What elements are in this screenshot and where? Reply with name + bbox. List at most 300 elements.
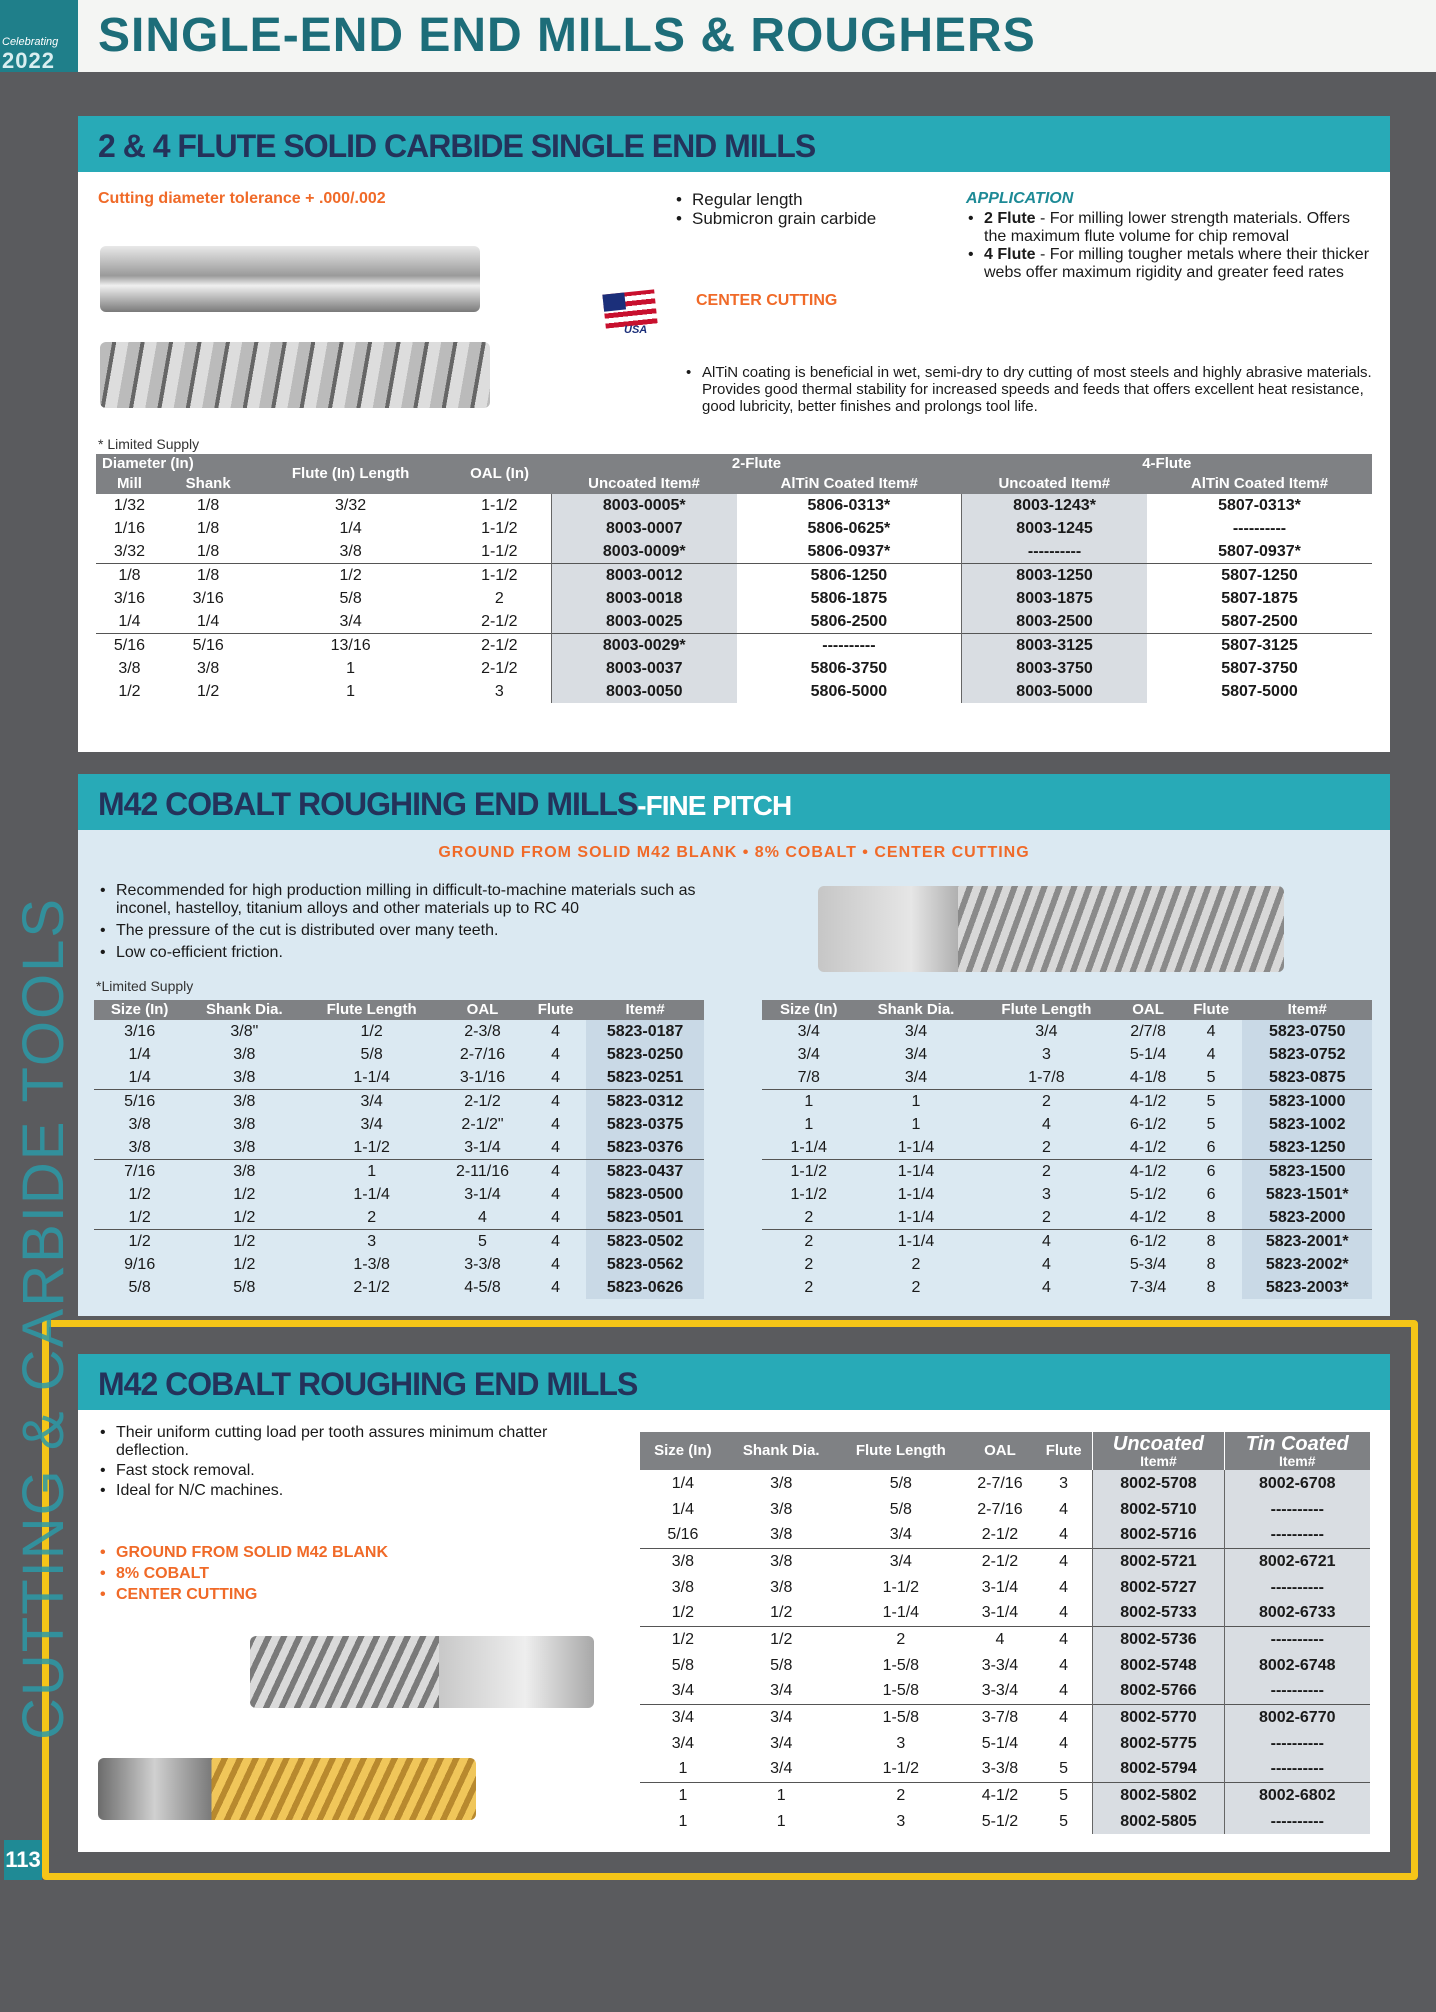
table-cell: 3 — [1041, 1046, 1051, 1063]
column-header: Shank Dia. — [726, 1432, 837, 1470]
table-cell: 5 — [440, 1230, 525, 1254]
table-cell: 4-1/2 — [1129, 1139, 1167, 1156]
column-header: Flute — [525, 1000, 586, 1020]
table-cell: 1-1/4 — [882, 1604, 920, 1622]
table-row — [94, 1206, 704, 1230]
table-cell: 6 — [1180, 1160, 1243, 1184]
altin-note — [684, 364, 1374, 415]
table-cell: 3/8 — [671, 1578, 695, 1596]
table-cell: 4 — [1041, 1116, 1051, 1133]
table-cell: 1-1/2 — [353, 1139, 390, 1156]
item-number-cell: 5823-2001* — [1242, 1230, 1372, 1254]
table-cell: 2-1/2 — [481, 660, 518, 677]
item-number-cell: 5823-2000 — [1242, 1206, 1372, 1230]
table-cell: 3/4 — [671, 1734, 695, 1752]
four-flute-end-mill-image — [100, 342, 490, 408]
column-header: Flute Length — [976, 1000, 1116, 1020]
table-cell: 3/8 — [726, 1548, 837, 1574]
table-cell: 3/8 — [233, 1046, 256, 1063]
item-number-cell: 8003-3750 — [962, 657, 1147, 680]
table-cell: 4 — [1059, 1682, 1069, 1700]
table-cell: 1-5/8 — [837, 1704, 965, 1730]
item-number-cell: 8002-6708 — [1224, 1470, 1370, 1496]
item-number-cell: 8003-0050 — [551, 680, 736, 703]
application-item: • 2 Flute - For milling lower strength materials. Offers the maximum flute volume for chip removal — [966, 210, 1376, 246]
table-cell: 1 — [346, 660, 356, 677]
item-number-cell: 8002-6748 — [1224, 1652, 1370, 1678]
item-number-cell: 5823-0187 — [586, 1020, 704, 1043]
table-cell: 8 — [1206, 1256, 1216, 1273]
orange-feature-item: • CENTER CUTTING — [98, 1584, 498, 1605]
item-number-cell: 5807-3750 — [1221, 660, 1298, 677]
item-number-cell: 8002-5805 — [1093, 1808, 1224, 1834]
table-cell: 5/16 — [163, 634, 254, 658]
table-cell: 1/2 — [233, 1186, 256, 1203]
item-number-cell: 8002-6733 — [1224, 1600, 1370, 1626]
table-cell: 3/16 — [113, 590, 145, 607]
flute-length-header: Flute (In) Length — [253, 454, 447, 494]
table-cell: 3-1/4 — [464, 1139, 501, 1156]
feature-list — [674, 190, 934, 228]
table-cell: 1/4 — [671, 1474, 695, 1492]
table-cell: 6-1/2 — [1116, 1230, 1179, 1254]
item-number-cell: 8002-5766 — [1093, 1678, 1224, 1704]
table-cell: 5 — [1059, 1760, 1069, 1778]
limited-supply-note: *Limited Supply — [96, 978, 194, 994]
table-cell: 4-1/2 — [965, 1782, 1035, 1808]
table-cell: 7/8 — [797, 1069, 820, 1086]
center-cutting-label: CENTER CUTTING — [696, 292, 838, 309]
uncoated-4f-header: Uncoated Item# — [962, 474, 1147, 494]
logo-line2: 2022 — [2, 48, 55, 73]
table-cell: 4 — [551, 1023, 561, 1040]
table-cell: 1-1/2 — [762, 1160, 856, 1184]
table-row — [762, 1066, 1372, 1090]
table-cell: 4 — [1059, 1500, 1069, 1518]
table-cell: 5/8 — [128, 1279, 151, 1296]
limited-supply-note: * Limited Supply — [98, 436, 200, 452]
table-cell: 5/8 — [889, 1474, 912, 1492]
table-row — [94, 1136, 704, 1160]
table-cell: 2/7/8 — [1130, 1023, 1166, 1040]
table-cell: 3/8 — [770, 1578, 793, 1596]
feature-item: • Recommended for high production milling in difficult-to-machine materials such as inconel, hastelloy, titanium alloys and other materials up to RC 40 — [98, 882, 718, 918]
column-header: Item# — [586, 1000, 704, 1020]
table-cell: 4 — [1059, 1656, 1069, 1674]
table-cell: 6-1/2 — [1129, 1116, 1167, 1133]
table-cell: 1-1/4 — [856, 1230, 977, 1254]
item-number-cell: 5823-0376 — [586, 1136, 704, 1160]
table-cell: 2 — [976, 1090, 1116, 1114]
table-cell: 1 — [678, 1760, 688, 1778]
item-number-cell: 5807-1875 — [1221, 590, 1298, 607]
table-cell: 3-1/4 — [981, 1578, 1019, 1596]
item-number-cell: 8003-0012 — [551, 564, 736, 588]
item-number-cell: ---------- — [1224, 1522, 1370, 1548]
table-cell: 3/8 — [118, 660, 141, 677]
table-cell: 5 — [1206, 1116, 1216, 1133]
table-cell: 1 — [303, 1160, 440, 1184]
table-cell: 5/8 — [360, 1046, 383, 1063]
table-cell: 3/16 — [124, 1023, 156, 1040]
item-number-cell: 8002-5716 — [1093, 1522, 1224, 1548]
table-cell: 1-5/8 — [882, 1656, 920, 1674]
item-number-cell: 8002-5775 — [1093, 1730, 1224, 1756]
table-cell: 3/32 — [113, 543, 145, 560]
table-cell: 1 — [776, 1812, 786, 1830]
feature-item: • Fast stock removal. — [98, 1462, 568, 1480]
table-row — [96, 610, 1372, 634]
table-cell: 1/8 — [163, 564, 254, 588]
page-number: 113 — [4, 1840, 42, 1880]
item-number-cell: 5823-0500 — [586, 1183, 704, 1206]
item-number-cell: 5806-3750 — [810, 660, 888, 677]
table-cell: 1/2 — [118, 683, 141, 700]
table-cell: 1-1/4 — [897, 1186, 935, 1203]
table-cell: 3/8 — [197, 660, 220, 677]
item-number-cell: 8002-6802 — [1224, 1782, 1370, 1808]
item-number-cell: 5807-0937* — [1218, 543, 1301, 560]
item-number-cell: 5823-0626 — [586, 1276, 704, 1299]
table-cell: 3-7/8 — [965, 1704, 1035, 1730]
table-cell: 1/2 — [233, 1209, 256, 1226]
table-row — [96, 540, 1372, 564]
item-number-cell: 8003-2500 — [962, 610, 1147, 634]
table-cell: 3 — [896, 1812, 906, 1830]
section-title-bar — [78, 774, 1390, 830]
tagline: GROUND FROM SOLID M42 BLANK • 8% COBALT • CENTER CUTTING — [438, 844, 1030, 861]
table-cell: 2 — [804, 1256, 814, 1273]
item-number-cell: ---------- — [1224, 1730, 1370, 1756]
usa-label: USA — [624, 324, 648, 336]
four-flute-group-header: 4-Flute — [962, 454, 1372, 474]
item-number-cell: ---------- — [1232, 520, 1287, 537]
table-cell: 5/8 — [770, 1656, 793, 1674]
item-number-cell: 5807-1250 — [1147, 564, 1372, 588]
table-row — [94, 1183, 704, 1206]
table-cell: 1/2 — [671, 1604, 695, 1622]
table-row — [762, 1206, 1372, 1230]
table-cell: 5/8 — [671, 1656, 695, 1674]
table-row — [762, 1160, 1372, 1184]
table-cell: 1/4 — [197, 613, 220, 630]
table-cell: 5-1/4 — [981, 1734, 1019, 1752]
item-number-cell: 8002-5736 — [1093, 1626, 1224, 1652]
item-number-cell: 8002-5802 — [1093, 1782, 1224, 1808]
item-number-cell: ---------- — [962, 540, 1147, 564]
table-cell: 3/4 — [726, 1704, 837, 1730]
table-cell: 1-1/4 — [790, 1139, 827, 1156]
section-title: M42 COBALT ROUGHING END MILLS-FINE PITCH — [98, 786, 792, 822]
table-cell: 6 — [1206, 1139, 1216, 1156]
table-row — [94, 1043, 704, 1066]
table-cell: 3/8 — [185, 1160, 303, 1184]
feature-item: • Low co-efficient friction. — [98, 944, 718, 962]
table-cell: 3-3/8 — [464, 1256, 501, 1273]
table-cell: 2 — [1041, 1139, 1051, 1156]
table-row — [762, 1043, 1372, 1066]
item-number-cell: 8003-3125 — [962, 634, 1147, 658]
table-cell: 8 — [1206, 1209, 1216, 1226]
table-cell: 1/8 — [197, 520, 220, 537]
table-row — [96, 564, 1372, 588]
section-fine-pitch — [78, 774, 1390, 1316]
table-cell: 1-1/2 — [481, 543, 518, 560]
table-cell: 4 — [478, 1209, 487, 1226]
altin-note-text: • AlTiN coating is beneficial in wet, semi-dry to dry cutting of most steels and highly abrasive materials. Provides good thermal stability for increased speeds and feeds that offers excellent heat resistance, good lubricity, better finishes and prolongs tool life. — [684, 364, 1374, 415]
table-cell: 4 — [1041, 1256, 1051, 1273]
item-number-cell: 5806-0937* — [807, 543, 891, 560]
table-cell: 8 — [1206, 1279, 1216, 1296]
table-cell: 5-1/2 — [1129, 1186, 1167, 1203]
table-cell: 2-1/2 — [353, 1279, 390, 1296]
table-cell: 6 — [1206, 1186, 1216, 1203]
table-cell: 1 — [856, 1090, 977, 1114]
table-cell: 3/4 — [640, 1704, 726, 1730]
table-cell: 1/2 — [253, 564, 447, 588]
table-cell: 3/8 — [233, 1069, 256, 1086]
column-header: Size (In) — [94, 1000, 185, 1020]
item-number-cell: 8003-1243* — [962, 494, 1147, 517]
table-cell: 4 — [965, 1626, 1035, 1652]
table-cell: 5/16 — [96, 634, 163, 658]
table-cell: 4-5/8 — [464, 1279, 501, 1296]
table-cell: 1/2 — [726, 1626, 837, 1652]
table-cell: 4 — [551, 1069, 561, 1086]
item-number-cell: ---------- — [737, 634, 962, 658]
table-cell: 3-1/4 — [464, 1186, 501, 1203]
company-logo — [0, 0, 78, 72]
item-number-cell: 5823-0437 — [586, 1160, 704, 1184]
table-cell: 1/2 — [185, 1230, 303, 1254]
table-cell: 1/8 — [197, 497, 220, 514]
application-item: • 4 Flute - For milling tougher metals where their thicker webs offer maximum rigidity and greater feed rates — [966, 246, 1376, 282]
table-cell: 3-3/4 — [981, 1656, 1019, 1674]
table-cell: 4 — [525, 1160, 586, 1184]
table-cell: 3/4 — [671, 1682, 695, 1700]
table-row — [94, 1090, 704, 1114]
two-flute-end-mill-image — [100, 246, 480, 312]
orange-feature-item: • 8% COBALT — [98, 1563, 498, 1584]
feature-item: • Regular length — [674, 190, 934, 209]
table-cell: 4-1/2 — [1129, 1209, 1167, 1226]
item-number-cell: 8002-5708 — [1093, 1470, 1224, 1496]
item-number-cell: 5823-1000 — [1242, 1090, 1372, 1114]
item-number-cell: 8003-0005* — [551, 494, 736, 517]
table-row — [762, 1253, 1372, 1276]
item-number-cell: ---------- — [1224, 1678, 1370, 1704]
table-cell: 7/16 — [94, 1160, 185, 1184]
item-number-cell: ---------- — [1224, 1626, 1370, 1652]
item-number-cell: 5823-0501 — [586, 1206, 704, 1230]
roughing-end-mill-image — [818, 886, 1284, 972]
table-cell: 2-7/16 — [459, 1046, 506, 1063]
table-cell: 4 — [1041, 1279, 1051, 1296]
table-row — [94, 1160, 704, 1184]
item-number-cell: 5807-3125 — [1147, 634, 1372, 658]
table-cell: 4 — [1206, 1023, 1216, 1040]
fine-pitch-left-table — [94, 1000, 704, 1299]
table-cell: 2 — [837, 1782, 965, 1808]
table-row — [762, 1230, 1372, 1254]
table-cell: 4 — [1035, 1704, 1093, 1730]
table-cell: 3/8 — [770, 1474, 793, 1492]
side-category-text: CUTTING & CARBIDE TOOLS — [11, 896, 76, 1740]
table-cell: 3/4 — [770, 1760, 793, 1778]
table-cell: 4 — [1059, 1604, 1069, 1622]
item-number-cell: 5806-0313* — [807, 497, 891, 514]
table-cell: 1-1/2 — [790, 1186, 827, 1203]
table-row — [94, 1230, 704, 1254]
item-number-cell: 8003-1875 — [962, 587, 1147, 610]
feature-item: • Their uniform cutting load per tooth assures minimum chatter deflection. — [98, 1424, 568, 1460]
table-cell: 1/2 — [128, 1209, 151, 1226]
table-cell: 1/4 — [671, 1500, 695, 1518]
item-number-cell: ---------- — [1224, 1808, 1370, 1834]
highlight-box — [42, 1320, 1418, 1880]
table-cell: 5-1/4 — [1129, 1046, 1167, 1063]
table-cell: 3-3/8 — [981, 1760, 1019, 1778]
column-header: Shank Dia. — [185, 1000, 303, 1020]
item-number-cell: 5806-0625* — [807, 520, 891, 537]
feature-item: • The pressure of the cut is distributed over many teeth. — [98, 922, 718, 940]
item-number-cell: 8003-0029* — [551, 634, 736, 658]
section-title: M42 COBALT ROUGHING END MILLS — [98, 1366, 638, 1402]
item-number-cell: 8002-5727 — [1093, 1574, 1224, 1600]
table-cell: 4 — [976, 1230, 1116, 1254]
table-cell: 5/8 — [339, 590, 362, 607]
table-cell: 4 — [525, 1230, 586, 1254]
table-cell: 5 — [1180, 1090, 1243, 1114]
table-cell: 1/2 — [197, 683, 220, 700]
table-cell: 3/4 — [303, 1090, 440, 1114]
section-title: 2 & 4 FLUTE SOLID CARBIDE SINGLE END MILLS — [98, 128, 816, 164]
altin-4f-header: AlTiN Coated Item# — [1147, 474, 1372, 494]
table-cell: 4 — [1035, 1626, 1093, 1652]
table-row — [96, 587, 1372, 610]
item-number-cell: 5807-0313* — [1218, 497, 1301, 514]
table-cell: 3/8 — [770, 1526, 793, 1544]
table-cell: 1-1/2 — [448, 564, 552, 588]
table-cell: 3/4 — [904, 1069, 928, 1086]
column-header: Size (In) — [762, 1000, 856, 1020]
item-number-cell: 5823-1500 — [1242, 1160, 1372, 1184]
oal-header: OAL (In) — [448, 454, 552, 494]
table-cell: 1/4 — [339, 520, 362, 537]
application-list — [966, 210, 1376, 282]
table-cell: 1 — [762, 1090, 856, 1114]
table-cell: 1-1/2 — [882, 1578, 920, 1596]
table-row — [94, 1066, 704, 1090]
table-cell: 4 — [1059, 1526, 1069, 1544]
table-cell: 3/4 — [889, 1526, 912, 1544]
table-cell: 2 — [911, 1279, 921, 1296]
table-cell: 1-1/4 — [856, 1160, 977, 1184]
table-cell: 2-1/2 — [981, 1526, 1019, 1544]
table-row — [94, 1020, 704, 1043]
item-number-cell: 5823-0375 — [586, 1113, 704, 1136]
altin-2f-header: AlTiN Coated Item# — [737, 474, 962, 494]
table-cell: 2-1/2 — [481, 613, 518, 630]
table-cell: 5 — [1035, 1782, 1093, 1808]
column-header: Shank Dia. — [856, 1000, 977, 1020]
fine-pitch-right-table — [762, 1000, 1372, 1299]
table-cell: 13/16 — [253, 634, 447, 658]
table-cell: 9/16 — [124, 1256, 156, 1273]
table-cell: 2 — [804, 1209, 814, 1226]
table-cell: 3/4 — [339, 613, 362, 630]
item-number-cell: 8003-5000 — [962, 680, 1147, 703]
table-cell: 2 — [1041, 1209, 1051, 1226]
item-number-cell: 5806-1250 — [737, 564, 962, 588]
section-solid-carbide — [78, 116, 1390, 752]
table-cell: 3 — [896, 1734, 906, 1752]
table-cell: 2-1/2 — [448, 634, 552, 658]
table-cell: 1-7/8 — [1028, 1069, 1065, 1086]
table-cell: 1/4 — [118, 613, 141, 630]
table-cell: 3/4 — [360, 1116, 383, 1133]
table-cell: 3/4 — [904, 1023, 928, 1040]
tin-coated-header: Tin Coated Item# — [1224, 1432, 1370, 1470]
item-number-cell: 5806-2500 — [810, 613, 888, 630]
column-header: OAL — [965, 1432, 1035, 1470]
item-number-cell: 8003-1250 — [962, 564, 1147, 588]
table-cell: 3 — [303, 1230, 440, 1254]
table-cell: 1/16 — [113, 520, 145, 537]
table-cell: 3/4 — [770, 1682, 793, 1700]
table-cell: 1-1/4 — [897, 1209, 935, 1226]
table-cell: 5/16 — [94, 1090, 185, 1114]
item-number-cell: 5823-1250 — [1242, 1136, 1372, 1160]
table-cell: 1/2 — [640, 1626, 726, 1652]
table-row — [762, 1090, 1372, 1114]
table-cell: 1/8 — [96, 564, 163, 588]
uncoated-2f-header: Uncoated Item# — [551, 474, 736, 494]
orange-feature-item: • GROUND FROM SOLID M42 BLANK — [98, 1542, 498, 1563]
item-number-cell: 5823-1002 — [1242, 1113, 1372, 1136]
item-number-cell: ---------- — [1224, 1496, 1370, 1522]
table-cell: 1 — [911, 1116, 921, 1133]
table-row — [762, 1276, 1372, 1299]
table-cell: 4 — [525, 1090, 586, 1114]
table-cell: 5-3/4 — [1129, 1256, 1167, 1273]
table-cell: 2-3/8 — [464, 1023, 501, 1040]
table-cell: 3 — [1041, 1186, 1051, 1203]
table-cell: 3/4 — [1035, 1023, 1058, 1040]
table-cell: 2-1/2 — [965, 1548, 1035, 1574]
table-cell: 4 — [551, 1186, 561, 1203]
table-cell: 1/32 — [113, 497, 145, 514]
table-cell: 2 — [367, 1209, 377, 1226]
table-row — [94, 1253, 704, 1276]
table-cell: 5/8 — [889, 1500, 912, 1518]
item-number-cell: 5823-0750 — [1242, 1020, 1372, 1043]
table-cell: 4-1/2 — [1116, 1160, 1179, 1184]
item-number-cell: 5823-0752 — [1242, 1043, 1372, 1066]
table-row — [96, 517, 1372, 540]
item-number-cell: 8002-5710 — [1093, 1496, 1224, 1522]
table-row — [96, 494, 1372, 517]
table-row — [94, 1113, 704, 1136]
table-cell: 2 — [762, 1230, 856, 1254]
usa-flag-icon — [602, 289, 657, 328]
page-title: SINGLE-END END MILLS & ROUGHERS — [98, 9, 1036, 62]
table-cell: 3/8 — [128, 1116, 151, 1133]
table-cell: 3/8 — [339, 543, 362, 560]
table-cell: 1 — [726, 1782, 837, 1808]
two-flute-group-header: 2-Flute — [551, 454, 961, 474]
item-number-cell: 5823-0250 — [586, 1043, 704, 1066]
